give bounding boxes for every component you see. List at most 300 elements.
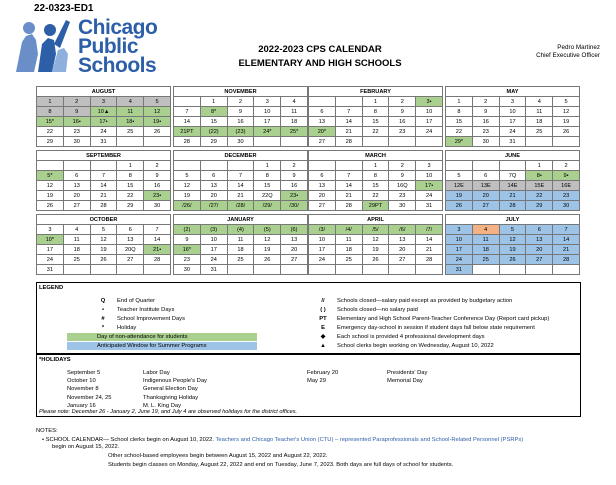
day-cell: 2 bbox=[227, 97, 254, 107]
legend-text: School Improvement Days bbox=[117, 316, 185, 322]
day-cell: 19 bbox=[553, 117, 580, 127]
day-cell: 22 bbox=[37, 127, 64, 137]
day-cell: 17• bbox=[90, 117, 117, 127]
day-cell: 25 bbox=[117, 127, 144, 137]
month-name: DECEMBER bbox=[174, 151, 308, 161]
day-cell: 10* bbox=[37, 235, 64, 245]
day-cell bbox=[90, 265, 117, 275]
day-cell: 9 bbox=[227, 107, 254, 117]
day-cell: 23 bbox=[174, 255, 201, 265]
day-cell: 27 bbox=[63, 201, 90, 211]
day-cell: 28 bbox=[174, 137, 201, 147]
day-cell: 11 bbox=[281, 107, 308, 117]
day-cell: 12 bbox=[553, 107, 580, 117]
legend-text: Each school is provided 4 professional development days bbox=[337, 334, 485, 340]
day-cell: 16 bbox=[227, 117, 254, 127]
month-name: JUNE bbox=[446, 151, 580, 161]
day-cell: 18 bbox=[335, 245, 362, 255]
day-cell: /29/ bbox=[254, 201, 281, 211]
day-cell: 14 bbox=[553, 235, 580, 245]
day-cell: 8• bbox=[526, 171, 553, 181]
day-cell: 18• bbox=[117, 117, 144, 127]
holiday-entry: September 5 bbox=[67, 370, 101, 376]
month-name: JANUARY bbox=[174, 215, 308, 225]
legend-symbol: PT bbox=[319, 316, 327, 322]
day-cell: 7Q bbox=[499, 171, 526, 181]
day-cell: 28 bbox=[553, 255, 580, 265]
day-cell: 12 bbox=[144, 107, 171, 117]
day-cell: 25 bbox=[472, 255, 499, 265]
legend-text: Schools closed—no salary paid bbox=[337, 307, 418, 313]
day-cell: 30 bbox=[174, 265, 201, 275]
day-cell bbox=[472, 161, 499, 171]
day-cell: 5 bbox=[553, 97, 580, 107]
legend-symbol: # bbox=[101, 316, 105, 322]
day-cell bbox=[499, 161, 526, 171]
day-cell: 9• bbox=[553, 171, 580, 181]
day-cell: 21 bbox=[227, 191, 254, 201]
day-cell: 11 bbox=[63, 235, 90, 245]
day-cell: 1 bbox=[446, 97, 473, 107]
day-cell: 24 bbox=[416, 127, 443, 137]
day-cell: 4 bbox=[117, 97, 144, 107]
day-cell: 8 bbox=[254, 171, 281, 181]
day-cell: 6 bbox=[472, 171, 499, 181]
day-cell bbox=[37, 161, 64, 171]
page-subtitle: ELEMENTARY AND HIGH SCHOOLS bbox=[238, 58, 402, 69]
day-cell bbox=[200, 161, 227, 171]
holiday-entry: Indigenous People's Day bbox=[143, 378, 207, 385]
day-cell: 17 bbox=[446, 245, 473, 255]
page-title: 2022-2023 CPS CALENDAR bbox=[258, 44, 382, 55]
day-cell bbox=[281, 265, 308, 275]
legend-text: Anticipated Window for Summer Programs bbox=[67, 342, 257, 350]
day-cell: 22Q bbox=[254, 191, 281, 201]
day-cell: (3) bbox=[200, 225, 227, 235]
day-cell bbox=[472, 265, 499, 275]
day-cell: 2 bbox=[389, 161, 416, 171]
legend-symbol: ( ) bbox=[320, 307, 326, 313]
logo-figures-icon bbox=[8, 14, 78, 76]
legend-symbol: * bbox=[101, 325, 105, 331]
day-cell bbox=[446, 161, 473, 171]
day-cell: (6) bbox=[281, 225, 308, 235]
day-cell: 8 bbox=[362, 171, 389, 181]
day-cell: /6/ bbox=[389, 225, 416, 235]
day-cell: 27 bbox=[389, 255, 416, 265]
day-cell: 9 bbox=[472, 107, 499, 117]
day-cell: 10 bbox=[309, 235, 336, 245]
month-name: OCTOBER bbox=[37, 215, 171, 225]
day-cell: 10▲ bbox=[90, 107, 117, 117]
day-cell bbox=[335, 97, 362, 107]
day-cell: 26 bbox=[553, 127, 580, 137]
logo-text-public: Public bbox=[78, 35, 139, 58]
day-cell: /5/ bbox=[362, 225, 389, 235]
month-name: AUGUST bbox=[37, 87, 171, 97]
day-cell: 4 bbox=[281, 97, 308, 107]
holidays-box bbox=[36, 354, 581, 417]
day-cell: 30 bbox=[553, 201, 580, 211]
month-name: JULY bbox=[446, 215, 580, 225]
day-cell: /7/ bbox=[416, 225, 443, 235]
day-cell: 7 bbox=[335, 171, 362, 181]
exec-name: Pedro Martinez bbox=[557, 44, 600, 51]
day-cell: 22 bbox=[446, 127, 473, 137]
day-cell: 14 bbox=[416, 235, 443, 245]
day-cell: 13 bbox=[200, 181, 227, 191]
day-cell: 14 bbox=[144, 235, 171, 245]
month-august bbox=[36, 86, 171, 147]
holiday-entry: Labor Day bbox=[143, 370, 170, 376]
day-cell: /30/ bbox=[281, 201, 308, 211]
holiday-entry: Memorial Day bbox=[387, 378, 423, 385]
day-cell: 8 bbox=[117, 171, 144, 181]
day-cell: 6 bbox=[63, 171, 90, 181]
holiday-dates-col2 bbox=[307, 369, 338, 385]
day-cell bbox=[144, 265, 171, 275]
day-cell: 25 bbox=[63, 255, 90, 265]
day-cell: 23• bbox=[144, 191, 171, 201]
day-cell: 26 bbox=[90, 255, 117, 265]
month-name: MAY bbox=[446, 87, 580, 97]
holiday-entry: November 24, 25 bbox=[67, 394, 112, 401]
holidays-title: *HOLIDAYS bbox=[39, 357, 71, 363]
day-cell: 8* bbox=[200, 107, 227, 117]
day-cell: 7 bbox=[144, 225, 171, 235]
legend-symbol: Q bbox=[100, 298, 106, 304]
month-name: APRIL bbox=[309, 215, 443, 225]
day-cell: 4 bbox=[472, 225, 499, 235]
day-cell: 20 bbox=[200, 191, 227, 201]
day-cell: 24 bbox=[499, 127, 526, 137]
day-cell: 16 bbox=[389, 117, 416, 127]
day-cell: (23) bbox=[227, 127, 254, 137]
day-cell: 20 bbox=[281, 245, 308, 255]
legend-item bbox=[37, 342, 580, 350]
day-cell: 19 bbox=[362, 245, 389, 255]
day-cell: 1 bbox=[200, 97, 227, 107]
day-cell: 3 bbox=[254, 97, 281, 107]
day-cell bbox=[309, 265, 336, 275]
day-cell: 27 bbox=[309, 201, 336, 211]
day-cell bbox=[416, 137, 443, 147]
day-cell: 27 bbox=[281, 255, 308, 265]
day-cell: 13 bbox=[117, 235, 144, 245]
day-cell: 15* bbox=[37, 117, 64, 127]
legend-item bbox=[37, 324, 580, 332]
day-cell: 20 bbox=[389, 245, 416, 255]
day-cell: /3/ bbox=[309, 225, 336, 235]
day-cell: 6 bbox=[309, 171, 336, 181]
day-cell: (5) bbox=[254, 225, 281, 235]
day-cell: 1 bbox=[37, 97, 64, 107]
day-cell: 16E bbox=[553, 181, 580, 191]
day-cell: 5 bbox=[446, 171, 473, 181]
day-cell: 13E bbox=[472, 181, 499, 191]
month-name: FEBRUARY bbox=[309, 87, 443, 97]
day-cell: 7 bbox=[227, 171, 254, 181]
day-cell: 19 bbox=[37, 191, 64, 201]
day-cell bbox=[362, 137, 389, 147]
day-cell bbox=[254, 265, 281, 275]
day-cell: 14 bbox=[227, 181, 254, 191]
day-cell: 23 bbox=[472, 127, 499, 137]
day-cell: 7 bbox=[553, 225, 580, 235]
day-cell: 14 bbox=[335, 181, 362, 191]
day-cell: 31 bbox=[37, 265, 64, 275]
day-cell: 25 bbox=[335, 255, 362, 265]
holiday-entry: Thanksgiving Holiday bbox=[143, 394, 199, 401]
day-cell: 15 bbox=[254, 181, 281, 191]
document-id: 22-0323-ED1 bbox=[34, 3, 94, 14]
day-cell bbox=[63, 265, 90, 275]
day-cell: 28 bbox=[144, 255, 171, 265]
day-cell: 2 bbox=[281, 161, 308, 171]
day-cell: 5 bbox=[174, 171, 201, 181]
day-cell: 12 bbox=[499, 235, 526, 245]
day-cell: 23 bbox=[63, 127, 90, 137]
holiday-entry: General Election Day bbox=[143, 386, 198, 393]
day-cell: 21 bbox=[335, 127, 362, 137]
day-cell: 13 bbox=[309, 181, 336, 191]
holiday-entry: October 10 bbox=[67, 378, 96, 385]
day-cell: 21 bbox=[335, 191, 362, 201]
day-cell: 6 bbox=[200, 171, 227, 181]
day-cell: 29* bbox=[446, 137, 473, 147]
legend-item bbox=[37, 315, 580, 323]
day-cell: 1 bbox=[526, 161, 553, 171]
day-cell: 19 bbox=[499, 245, 526, 255]
day-cell: 27 bbox=[117, 255, 144, 265]
month-name: SEPTEMBER bbox=[37, 151, 171, 161]
day-cell: 25* bbox=[281, 127, 308, 137]
day-cell: 25 bbox=[526, 127, 553, 137]
day-cell: 24 bbox=[90, 127, 117, 137]
day-cell: 23• bbox=[281, 191, 308, 201]
day-cell: 28 bbox=[416, 255, 443, 265]
day-cell: 3 bbox=[37, 225, 64, 235]
day-cell bbox=[335, 161, 362, 171]
day-cell: 12 bbox=[254, 235, 281, 245]
day-cell: 5 bbox=[90, 225, 117, 235]
day-cell: 10 bbox=[499, 107, 526, 117]
day-cell bbox=[553, 265, 580, 275]
day-cell: /26/ bbox=[174, 201, 201, 211]
exec-title: Chief Executive Officer bbox=[536, 52, 600, 59]
day-cell: 9 bbox=[174, 235, 201, 245]
day-cell: 11 bbox=[472, 235, 499, 245]
day-cell: 12 bbox=[174, 181, 201, 191]
month-november bbox=[173, 86, 308, 147]
day-cell: 19 bbox=[174, 191, 201, 201]
legend-text: Day of non-attendance for students bbox=[67, 333, 257, 341]
day-cell: 11 bbox=[335, 235, 362, 245]
month-name: NOVEMBER bbox=[174, 87, 308, 97]
month-name: MARCH bbox=[309, 151, 443, 161]
day-cell: 13 bbox=[389, 235, 416, 245]
day-cell: 4 bbox=[526, 97, 553, 107]
day-cell: 5* bbox=[37, 171, 64, 181]
day-cell: 24 bbox=[309, 255, 336, 265]
notes-line-1: • SCHOOL CALENDAR— School clerks begin on August 10, 2022. Teachers and Chicago Teacher's Union (CTU) – represented Paraprofessionals and School-Related Personnel (PSRPs) bbox=[42, 437, 524, 443]
day-cell: 16Q bbox=[389, 181, 416, 191]
day-cell: (2) bbox=[174, 225, 201, 235]
day-cell: 28 bbox=[335, 137, 362, 147]
day-cell: 14E bbox=[499, 181, 526, 191]
logo-text-chicago: Chicago bbox=[78, 16, 158, 39]
day-cell: 30 bbox=[389, 201, 416, 211]
day-cell: 1 bbox=[362, 161, 389, 171]
holiday-names-col1 bbox=[143, 369, 207, 410]
legend-text: Teacher Institute Days bbox=[117, 307, 175, 313]
day-cell: 15 bbox=[362, 181, 389, 191]
day-cell: 22 bbox=[117, 191, 144, 201]
day-cell: 21 bbox=[90, 191, 117, 201]
day-cell: 21PT bbox=[174, 127, 201, 137]
day-cell: 9 bbox=[63, 107, 90, 117]
day-cell: 17 bbox=[499, 117, 526, 127]
day-cell: 4 bbox=[63, 225, 90, 235]
day-cell: 20 bbox=[472, 191, 499, 201]
day-cell bbox=[553, 137, 580, 147]
legend-item bbox=[37, 306, 580, 314]
day-cell: 20* bbox=[309, 127, 336, 137]
day-cell: 14 bbox=[90, 181, 117, 191]
day-cell bbox=[117, 137, 144, 147]
day-cell: 7 bbox=[335, 107, 362, 117]
day-cell: 1 bbox=[254, 161, 281, 171]
day-cell: 3 bbox=[446, 225, 473, 235]
day-cell: 11 bbox=[227, 235, 254, 245]
day-cell bbox=[389, 137, 416, 147]
holiday-names-col2 bbox=[387, 369, 427, 385]
day-cell: 31 bbox=[416, 201, 443, 211]
legend-symbol: • bbox=[101, 307, 105, 313]
day-cell: 24* bbox=[254, 127, 281, 137]
day-cell: 29 bbox=[37, 137, 64, 147]
day-cell: 10 bbox=[416, 107, 443, 117]
legend-symbol: ◆ bbox=[320, 334, 326, 340]
legend-text: Elementary and High School Parent-Teacher Conference Day (Report card pickup) bbox=[337, 316, 550, 322]
day-cell: 13 bbox=[63, 181, 90, 191]
holiday-entry: May 29 bbox=[307, 378, 327, 385]
day-cell: 19 bbox=[446, 191, 473, 201]
day-cell: 3• bbox=[416, 97, 443, 107]
holiday-entry: November 8 bbox=[67, 386, 99, 393]
day-cell bbox=[499, 265, 526, 275]
day-cell: 26 bbox=[446, 201, 473, 211]
day-cell: 15 bbox=[200, 117, 227, 127]
day-cell: 20 bbox=[63, 191, 90, 201]
legend-text: Holiday bbox=[117, 325, 137, 331]
day-cell: 30 bbox=[63, 137, 90, 147]
day-cell: 28 bbox=[499, 201, 526, 211]
notes-line-2: begin on August 15, 2022. bbox=[52, 444, 120, 450]
day-cell: 21 bbox=[553, 245, 580, 255]
day-cell: /27/ bbox=[200, 201, 227, 211]
day-cell bbox=[281, 137, 308, 147]
day-cell bbox=[526, 137, 553, 147]
notes-section bbox=[36, 427, 581, 470]
day-cell: 15E bbox=[526, 181, 553, 191]
day-cell: 31 bbox=[499, 137, 526, 147]
day-cell: 29 bbox=[526, 201, 553, 211]
day-cell: 10 bbox=[446, 235, 473, 245]
day-cell: 14 bbox=[335, 117, 362, 127]
month-may bbox=[445, 86, 580, 147]
day-cell: 19 bbox=[90, 245, 117, 255]
day-cell: 29 bbox=[200, 137, 227, 147]
day-cell: 22 bbox=[362, 127, 389, 137]
holiday-entry: February 20 bbox=[307, 370, 339, 376]
day-cell: 7 bbox=[174, 107, 201, 117]
day-cell bbox=[63, 161, 90, 171]
day-cell: /28/ bbox=[227, 201, 254, 211]
legend-item bbox=[37, 333, 580, 341]
day-cell: 18 bbox=[472, 245, 499, 255]
month-june bbox=[445, 150, 580, 211]
day-cell: 11 bbox=[117, 107, 144, 117]
day-cell bbox=[117, 265, 144, 275]
day-cell: 21 bbox=[416, 245, 443, 255]
day-cell: 3 bbox=[90, 97, 117, 107]
legend-title: LEGEND bbox=[39, 285, 64, 291]
day-cell: 28 bbox=[335, 201, 362, 211]
day-cell: 1 bbox=[117, 161, 144, 171]
day-cell: 26 bbox=[37, 201, 64, 211]
day-cell: /4/ bbox=[335, 225, 362, 235]
day-cell: 16* bbox=[174, 245, 201, 255]
day-cell bbox=[416, 265, 443, 275]
day-cell: 5 bbox=[144, 97, 171, 107]
day-cell bbox=[526, 265, 553, 275]
day-cell: 22 bbox=[362, 191, 389, 201]
legend-box bbox=[36, 282, 581, 354]
day-cell: 31 bbox=[200, 265, 227, 275]
holidays-note: Please note: December 26 - January 2, June 19, and July 4 are observed holidays for the district offices. bbox=[39, 409, 298, 415]
day-cell: 11 bbox=[526, 107, 553, 117]
day-cell: 24 bbox=[446, 255, 473, 265]
logo-text-schools: Schools bbox=[78, 54, 157, 77]
day-cell: 9 bbox=[389, 107, 416, 117]
day-cell: 30 bbox=[227, 137, 254, 147]
day-cell: 26 bbox=[254, 255, 281, 265]
day-cell: 20Q bbox=[117, 245, 144, 255]
day-cell bbox=[90, 161, 117, 171]
day-cell bbox=[174, 97, 201, 107]
day-cell: 30 bbox=[472, 137, 499, 147]
day-cell: 9 bbox=[144, 171, 171, 181]
day-cell: 18 bbox=[63, 245, 90, 255]
day-cell: 7 bbox=[90, 171, 117, 181]
day-cell: 23 bbox=[553, 191, 580, 201]
legend-text: School clerks begin working on Wednesday, August 10, 2022 bbox=[337, 343, 494, 349]
day-cell: 9 bbox=[281, 171, 308, 181]
month-march bbox=[308, 150, 443, 211]
day-cell: 6 bbox=[117, 225, 144, 235]
day-cell: 21• bbox=[144, 245, 171, 255]
day-cell: 26 bbox=[144, 127, 171, 137]
day-cell: 12 bbox=[90, 235, 117, 245]
day-cell bbox=[309, 161, 336, 171]
day-cell: 24 bbox=[200, 255, 227, 265]
day-cell: 2 bbox=[144, 161, 171, 171]
day-cell bbox=[254, 137, 281, 147]
day-cell: 8 bbox=[362, 107, 389, 117]
day-cell bbox=[335, 265, 362, 275]
day-cell: 9 bbox=[389, 171, 416, 181]
